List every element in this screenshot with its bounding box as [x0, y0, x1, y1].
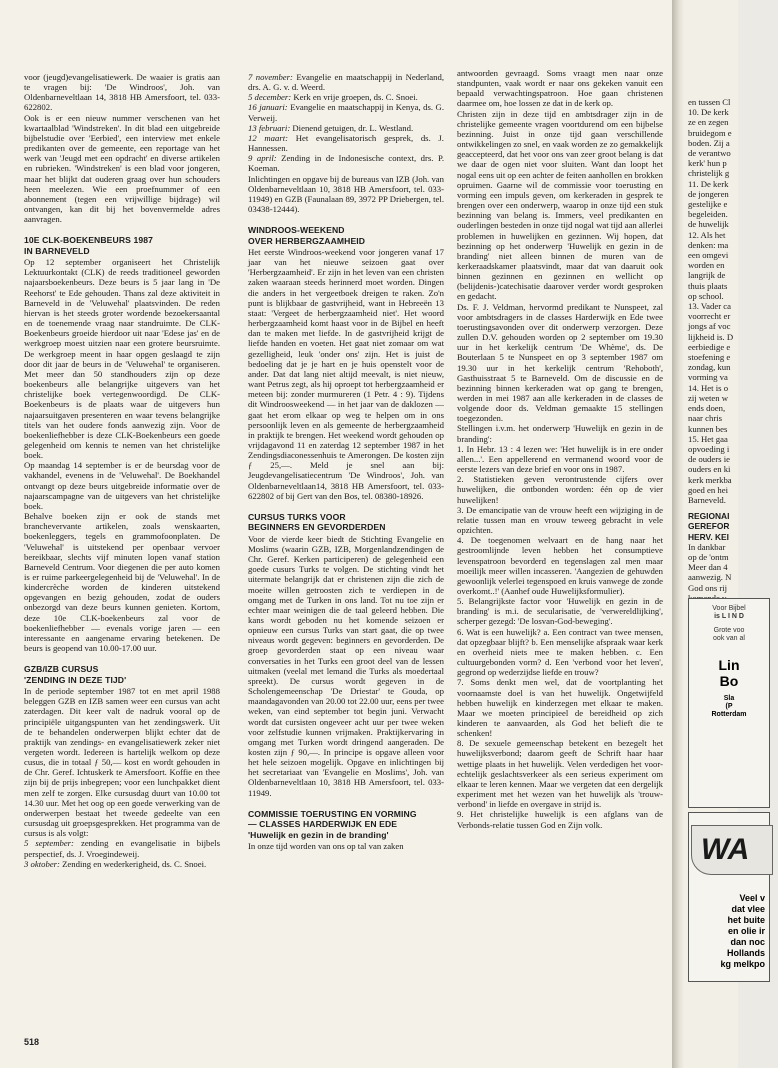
program-item: [248, 72, 444, 92]
text-line: 11. De kerk: [688, 178, 729, 189]
column-3: [457, 68, 663, 830]
program-item: [248, 133, 444, 153]
cutoff-heading: [688, 511, 778, 542]
paragraph: Christen zijn in deze tijd en ambtsdrager zijn in de christelijke gemeente vragen voortdurend om een bijbelse bezinning. Juist in onze tijd gaan verschillende ontwikkelingen zo snel, en vaak worden ze zo gemakkelijk geaccepteerd, dat het voor ons van zeer groot belang is dat we daar de ogen niet voor sluiten. Want dan loopt het nogal eens uit op een achter de feiten aanhollen en brokken opruimen. Gaarne wil de commissie voor toerusting en vorming een impuls geven, om kerkeraden in gesprek te brengen over een onderwerp, waarop in onze tijd een stuk bezinning van belang is. Immers, veel predikanten en ouderlingen besteden in onze tijd nogal wat tijd aan allerlei problemen in huwelijken en gezinnen. Wij hopen, dat bezinning op het onderwerp 'Huwelijk en gezin in de branding' niet alleen binnen de muren van de kerkeraadskamer plaatsvindt, maar dat van daaruit ook binnen gezinnen en gezinnen en wellicht op (belijdenis-)catechisatie daarover verder wordt gesproken en gedacht.: [457, 108, 664, 302]
text-line: de huwelijk: [688, 219, 729, 230]
text-line: Grote voo: [713, 627, 745, 634]
text-line: GEREFOR: [688, 521, 730, 532]
ad-logo: WA: [701, 833, 750, 866]
text-line: Lin: [718, 657, 740, 673]
text-line: Sla: [723, 695, 735, 702]
text-line: een omgevi: [688, 250, 729, 261]
text-line: Voor Bijbel: [712, 605, 746, 612]
text-line: 5 september:: [24, 838, 74, 849]
column-1: [24, 72, 220, 869]
text-line: 12. Als het: [688, 229, 726, 240]
text-line: Zending in de Indonesische context, drs. P. Koeman.: [248, 153, 444, 174]
paragraph: 1. In Hebr. 13 : 4 lezen we: 'Het huwelijk is in ere onder allen...'. Een appellerend en vermanend woord voor de eerste lezers van deze brief en voor ons in 1987.: [457, 443, 663, 475]
text-line: 9 april:: [248, 153, 277, 164]
text-line: (P: [725, 703, 733, 710]
text-line: op school.: [688, 290, 724, 301]
text-line: Rotterdam: [711, 711, 747, 718]
text-line: thuis plaats: [688, 280, 728, 291]
text-line: jongs af voc: [688, 321, 731, 332]
text-line: BEGINNERS EN GEVORDERDEN: [248, 522, 386, 533]
column-2: [248, 72, 444, 851]
text-line: Dienend getuigen, dr. L. Westland.: [290, 122, 414, 133]
text-line: REGIONAI: [688, 511, 730, 522]
section-heading-turks: [248, 512, 444, 533]
text-line: 10E CLK-BOEKENBEURS 1987: [24, 235, 153, 246]
text-line: gestelijke e: [688, 199, 728, 210]
paragraph: antwoorden gevraagd. Soms vraagt men naar onze standpunten, vaak wordt er naar ons gekeken vanuit een bepaald verwachtingspatroon. Hoe gaan christenen daarmee om, hoe lossen ze dat in de kerk op.: [457, 68, 663, 109]
text-line: en olie ir: [727, 926, 765, 936]
text-line: eerbiedige e: [688, 341, 731, 352]
text-line: worden en: [688, 260, 725, 271]
text-line: zij weten w: [688, 392, 729, 403]
text-line: Kerk en vrije groepen, ds. C. Snoei.: [291, 92, 418, 103]
program-item: [248, 153, 444, 173]
page-number: 518: [24, 1037, 40, 1047]
text-line: zondag, kun: [688, 362, 731, 373]
text-line: Evangelie en maatschappij in Kenya, ds. G. Verweij.: [248, 102, 444, 123]
advertisement-bookstore: [688, 598, 770, 808]
text-line: ook van al: [713, 635, 745, 642]
text-line: vorming va: [688, 372, 728, 383]
paragraph: Ook is er een nieuw nummer verschenen van het kwartaalblad 'Windstreken'. In dit blad een uitgebreide bijbelstudie over 'Eerbied', een interview met enkele predikanten over de gemeente, een reportage van het werk van 'Jeugd met een opdracht' en diverse artikelen en rubrieken. 'Windstreken' is een blad voor jongeren, maar het blijkt dat ouderen graag over hun schouders heen meelezen. Wie een proefnummer of een abonnement (tegen een vrijwillige bijdrage) wil ontvangen, kan dit bij het bovenvermelde adres aanvragen.: [24, 112, 220, 225]
text-line: 14. Het is o: [688, 382, 729, 393]
text-line: Veel v: [739, 893, 765, 903]
text-line: In dankbar: [688, 541, 726, 552]
text-line: de ouders ie: [688, 454, 730, 465]
text-line: kunnen bes: [688, 423, 728, 434]
text-line: dan noc: [730, 937, 765, 947]
paragraph: 7. Soms denkt men wel, dat de voortplanting het voornaamste doel is van het huwelijk. Ongetwijfeld hebben huwelijk en kinderzegen met elkaar te maken. Maar we moeten principieel de bereidheid op zich kinderen te aanvaarden, als God het belieft die te schenken!: [457, 677, 663, 739]
paragraph: 6. Wat is een huwelijk? a. Een contract van twee mensen, dat opzegbaar blijft? b. Een menselijke afspraak waar kerk en overheid niets mee te maken hebben. c. Een cultuurgebonden vorm? d. Een 'verbond voor het leven', gegrond op wederzijdse liefde en trouw?: [457, 626, 663, 678]
paragraph: 2. Statistieken geven verontrustende cijfers over huwelijken, die ontbonden worden: één op de vier huwelijken!: [457, 474, 663, 505]
paragraph: 3. De emancipatie van de vrouw heeft een wijziging in de relatie tussen man en vrouw teweeg gebracht in vele opzichten.: [457, 504, 663, 536]
text-line: Barneveld.: [688, 494, 726, 505]
cutoff-column: [688, 97, 778, 603]
text-line: OVER HERBERGZAAMHEID: [248, 235, 366, 246]
text-line: Hollands: [726, 948, 765, 958]
paragraph: 8. De sexuele gemeenschap betekent en bezegelt het huwelijksverbond; daarom geeft de Schrift haar haar wettige plaats in het huwelijk. Velen verdedigen het voor-echtelijk geslachtsverkeer als een serieus experiment om elkaar te leren kennen. Maar we vergeten dat een dergelijk experiment met het wezen van het huwelijk als 'trouw-verbond' in liefde en overgave in strijd is.: [457, 738, 663, 810]
text-line: 16 januari:: [248, 102, 288, 113]
text-line: ends doen,: [688, 403, 726, 414]
text-line: Zending en wederkerigheid, ds. C. Snoei.: [59, 858, 207, 869]
text-line: kg melkpo: [720, 959, 765, 969]
text-line: Bo: [719, 673, 739, 689]
text-line: HERV. KEI: [688, 531, 729, 542]
ad-text: [720, 893, 765, 970]
text-line: aanwezig. N: [688, 572, 732, 583]
text-line: — CLASSES HARDERWIJK EN EDE: [248, 819, 398, 830]
program-item: [24, 859, 220, 869]
text-line: en tussen Cl: [688, 97, 731, 107]
paragraph: voor (jeugd)evangelisatiewerk. De waaier is gratis aan te vragen bij: 'De Windroos', Joh. van Oldenbarneveltlaan 14, 3818 HB Amersfoort, tel. 033-622802.: [24, 72, 220, 113]
text-line: christelijk g: [688, 168, 730, 179]
text-line: Evangelie en maatschappij in Nederland, drs. A. G. v. d. Weerd.: [248, 72, 444, 93]
text-line: kerk' hun p: [688, 158, 727, 169]
text-line: de jongeren: [688, 188, 729, 199]
paragraph: Stellingen i.v.m. het onderwerp 'Huwelijk en gezin in de branding':: [457, 423, 663, 444]
adjacent-page-cutoff: [684, 0, 765, 1068]
text-line: 13. Vader ca: [688, 301, 732, 312]
text-line: 5 december:: [248, 92, 292, 103]
program-item: [248, 102, 444, 122]
paragraph: Inlichtingen en opgave bij de bureaus van IZB (Joh. van Oldenbarneveltlaan 10, 3818 HB Amersfoort, tel. 033-11949) en GZB (Faunalaan 89, 3972 PP Driebergen, tel. 03438-12444).: [248, 173, 444, 215]
paragraph: Ds. F. J. Veldman, hervormd predikant te Nunspeet, zal voor ambtsdragers in de classes Harderwijk en Ede twee toerustingsavonden over dit onderwerp verzorgen. Deze zullen D.V. gehouden worden op 2 september om 19.30 uur in het kerkelijk centrum 'De Whème', ds. De Bouterlaan 5 te Nunspeet en op 3 september 1987 om 19.30 uur in het kerkelijk centrum 'Rehoboth', Gasthuisstraat 5 te Barneveld. Om de discussie en de bezinning binnen kerkeraden wat op gang te brengen, werden in mei 1987 aan alle kerkeraden in de classes de volgende door ds. Veldman gemaakte 15 stellingen toegezonden.: [457, 301, 663, 424]
paragraph: 4. De toegenomen welvaart en de hang naar het gestroomlijnde leven hebben het consumptieve levenspatroon bevorderd en tegenslagen zal men maar moeilijk meer willen incasseren. 'Aangezien de gehuwden gewoonlijk velerlei tegenspoed en kruis vanwege de zonde overkomt..!' (Aanhef oude Huwelijksformulier).: [457, 535, 663, 596]
text-line: 7 november:: [248, 72, 293, 82]
text-line: God ons rij: [688, 582, 728, 593]
section-heading-clk: [24, 235, 220, 256]
text-line: het buite: [727, 915, 765, 925]
text-line: IN BARNEVELD: [24, 245, 90, 256]
paragraph: 9. Het christelijke huwelijk is een afglans van de Verbonds-relatie tussen God en Zijn volk.: [457, 809, 663, 830]
page-gutter: [672, 0, 684, 1068]
text-line: 3 oktober:: [24, 858, 60, 869]
text-line: 12 maart:: [248, 132, 289, 143]
text-line: bruidegom e: [688, 127, 732, 138]
text-line: voorrecht er: [688, 311, 731, 322]
paragraph: Voor de vierde keer biedt de Stichting Evangelie en Moslims (waarin GZB, IZB, Morgenlandzendingen de Chr. Geref. Kerken participeren) de gelegenheid een goede cusurs Turks te volgen. De stichting vindt het uitermate belangrijk dat er christenen zijn die zich de moeite willen getroosten zich te verdiepen in de omgang met de Turken in ons land. Tot nu toe zijn er echter maar weinigen die de taal geleerd hebben. Die kans wordt geboden nu het komende seizoen er opnieuw een cursus Turks van start gaat, die op twee niveaus wordt gegeven: beginners en gevorderden. De groep gevorderden staat op een niveau waar conversaties in het Turks een groot deel van de lessen uitmaken (veelal met lemand die Turks als moedertaal spreekt). De cursus wordt gegeven in de Scholengemeenschap 'De Driestar' te Gouda, op maandagavonden van 20.00 tot 22.00 uur, eens per twee weken, van eind september tot begin juni. Verwacht wordt dat cursisten ongeveer acht uur per twee weken voor zelfstudie kunnen vrijmaken. Praktijkervaring in omgang met Turken wordt dringend aangeraden. De kosten zijn ƒ 90,—. In principe is opgave alleen voor het hele seizoen mogelijk. Opgave en inlichtingen bij het secretariaat van 'Evangelie en Moslims', Joh. van Oldenbarneveltlaan 10, 3818 HB Amersfoort, tel. 033-11949.: [248, 533, 444, 798]
text-line: GZB/IZB CURSUS: [24, 664, 99, 675]
text-line: WINDROOS-WEEKEND: [248, 225, 345, 236]
section-heading-gzb: [24, 664, 220, 685]
text-line: de verantwo: [688, 148, 731, 159]
text-line: 'ZENDING IN DEZE TIJD': [24, 674, 127, 685]
text-line: opvoeding i: [688, 443, 730, 454]
text-line: Het evangelisatorisch gesprek, ds. J. Hannessen.: [248, 132, 444, 154]
text-line: 10. De kerk: [688, 107, 729, 118]
text-line: dat vlee: [731, 904, 765, 914]
section-heading-commissie: [248, 809, 444, 840]
text-line: denken: ma: [688, 239, 729, 250]
text-line: 'Huwelijk en gezin in de branding': [248, 829, 389, 840]
paragraph: Behalve boeken zijn er ook de stands met branchevervante artikelen, zoals wenskaarten, boekenleggers, tegels en grammofoonplaten. De 'Veluwehal' is uitstekend per openbaar vervoer bereikbaar, slechts vijf minuten lopen vanaf station Barneveld Centrum. Voor diegenen die per auto komen is er ruime parkeergelegenheid bij de 'Veluwehal'. In de kindercrèche worden de kinderen uitstekend opgevangen en bezig gehouden, zodat de ouders onbezorgd van deze beurs kunnen genieten. Kortom, deze 10e CLK-boekenbeurs zal voor de boekenliefhebber — evenals vorige jaren — een interessante en aangename ervaring betekenen. De beurs is geopend van 10.00-17.00 uur.: [24, 511, 220, 654]
text-line: op de 'ontm: [688, 551, 729, 562]
text-line: naar chris: [688, 413, 723, 424]
text-line: ze en zegen: [688, 117, 729, 128]
text-line: COMMISSIE TOERUSTING EN VORMING: [248, 808, 417, 819]
text-line: 13 februari:: [248, 122, 291, 133]
text-line: goed en hei: [688, 484, 729, 495]
text-line: ouders en ki: [688, 464, 731, 475]
paragraph: Op 12 september organiseert het Christelijk Lektuurkontakt (CLK) de reeds traditioneel geworden najaarsboekenbeurs. Deze beurs is 5 jaar lang in 'De Reehorst' te Ede gehouden. Thans zal deze aktiviteit in Barneveld in de 'Veluwehal' plaatsvinden. De reden hiervan is het steeds groter wordende bezoekersaantal en de toenemende vraag naar standruimte. De CLK-Boekenbeurs groeide hierdoor uit naar 'Edese jas' en de werkgroep moest uitzien naar een grotere beursruimte. De werkgroep meent in haar opgen geslaagd te zijn door dit jaar de beurs in de 'Veluwehal' te organiseren. Met meer dan 50 standhouders zijn op deze boekenbeurs alle belangrijke uitgevers van het christelijke boek vertegenwoordigd. De CLK-Boekenbeurs is de plaats waar de uitgevers hun najaarsuitgaven presenteren en waar tevens belangrijke titels van het oudere fonds aanwezig zijn. Voor de boekenliefhebber is deze CLK-Boekenbeurs een goede gelegenheid om kennis te nemen van het christelijke boek.: [24, 257, 220, 461]
paragraph: In de periode september 1987 tot en met april 1988 beleggen GZB en IZB samen weer een cursus van acht zaterdagen. Dit keer valt de nadruk vooral op de principiële uitgangspunten van het zendingswerk. Uit de te behandelen onderwerpen blijkt echter dat de praktijk van zendings- en evangelisatiewerk zeker niet vergeten wordt. Iedereen is hartelijk welkom op deze cusus, die in totaal ƒ 50,— kost en wordt gehouden in de Chr. Geref. Ichtuskerk te Amersfoort. Koffie en thee zijn bij de prijs inbegrepen; voor een lunchpakket dient men zelf te zorgen. Elke cursusdag duurt van 10.00 tot 14.30 uur. Met het oog op een goede verwerking van de onderwerpen bestaat het tweede gedeelte van een cursusdag uit groepsgesprekken. Het programma van de cursus is als volgt:: [24, 686, 220, 839]
text-line: Meer dan 4: [688, 562, 728, 573]
paragraph: In onze tijd worden van ons op tal van zaken: [248, 841, 404, 851]
text-line: zending en evangelisatie in bijbels perspectief, ds. J. Vroegindeweij.: [24, 838, 220, 859]
text-line: 15. Het gaa: [688, 433, 728, 444]
text-line: is L I N D: [714, 613, 744, 620]
text-line: kerk merkba: [688, 474, 732, 485]
paragraph: Het eerste Windroos-weekend voor jongeren vanaf 17 jaar van het nieuwe seizoen gaat over 'Herbergzaamheid'. Er zijn in het leven van een christen zaken waaraan steeds herinnerd moet worden. Dingen die anders in het vergeetboek dreigen te raken. Zo'n punt is blijkbaar de gastvrijheid, want in Hebreeën 13 staat: 'Vergeet de herbergzaamheid niet'. Het woord herbergzaamheid komt haast voor in de Bijbel en heeft dan te maken met liefde. In de gastvrijheid krijgt de liefde handen en voeten. Het gaat niet zomaar om wat gezelligheid, leuk 'onder ons' zijn. Het is juist de bedoeling dat je je hart en je huis openstelt voor de ander. Dat dat lang niet altijd meevalt, is niet nieuw, want Petrus zegt, als hij oproept tot herbergzaamheid er meteen bij: zonder murmureren (1 Petr. 4 : 9). Tijdens dit Windroosweekend — in het jaar van de daklozen —gaat het erom elkaar op weg te helpen om in ons persoonlijk leven en als gemeente de herbergzaamheid in praktijk te brengen. Het weekend wordt gehouden op vrijdagavond 11 en zaterdag 12 september 1987 in het Zendingsdiaconessenhuis te Amerongen. De kosten zijn ƒ 25,—. Meld je snel aan bij: Jeugdevangelisatiecentrum 'De Windroos', Joh. van Oldenbarneveltlaan14, 3818 HB Amersfoort, tel. 033-622802 of bij Gert van den Bos, tel. 08380-18926.: [248, 247, 444, 501]
advertisement-dairy: [688, 812, 770, 982]
text-line: lijkheid is. D: [688, 331, 734, 342]
text-line: CURSUS TURKS VOOR: [248, 511, 346, 522]
text-line: boden. Zij a: [688, 137, 730, 148]
section-heading-windroos: [248, 225, 444, 246]
program-item: [248, 92, 444, 102]
text-line: stoefening e: [688, 352, 731, 363]
paragraph: 5. Belangrijkste factor voor 'Huwelijk en gezin in de branding' is m.i. de secularisatie, de 'verwereldlijking', scherper gezegd: 'De losvan-God-beweging'.: [457, 596, 663, 627]
paragraph: Op maandag 14 september is er de beursdag voor de vakhandel, evenens in de 'Veluwehal'. De Boekhandel ontvangt op deze beurs uitgebreide informatie over de najaarscampagne van de uitgevers van het christelijke boek.: [24, 460, 220, 511]
program-item: [24, 838, 220, 858]
program-item: [248, 123, 444, 133]
text-line: langrijk de: [688, 270, 726, 281]
text-line: begeleiden.: [688, 209, 728, 220]
